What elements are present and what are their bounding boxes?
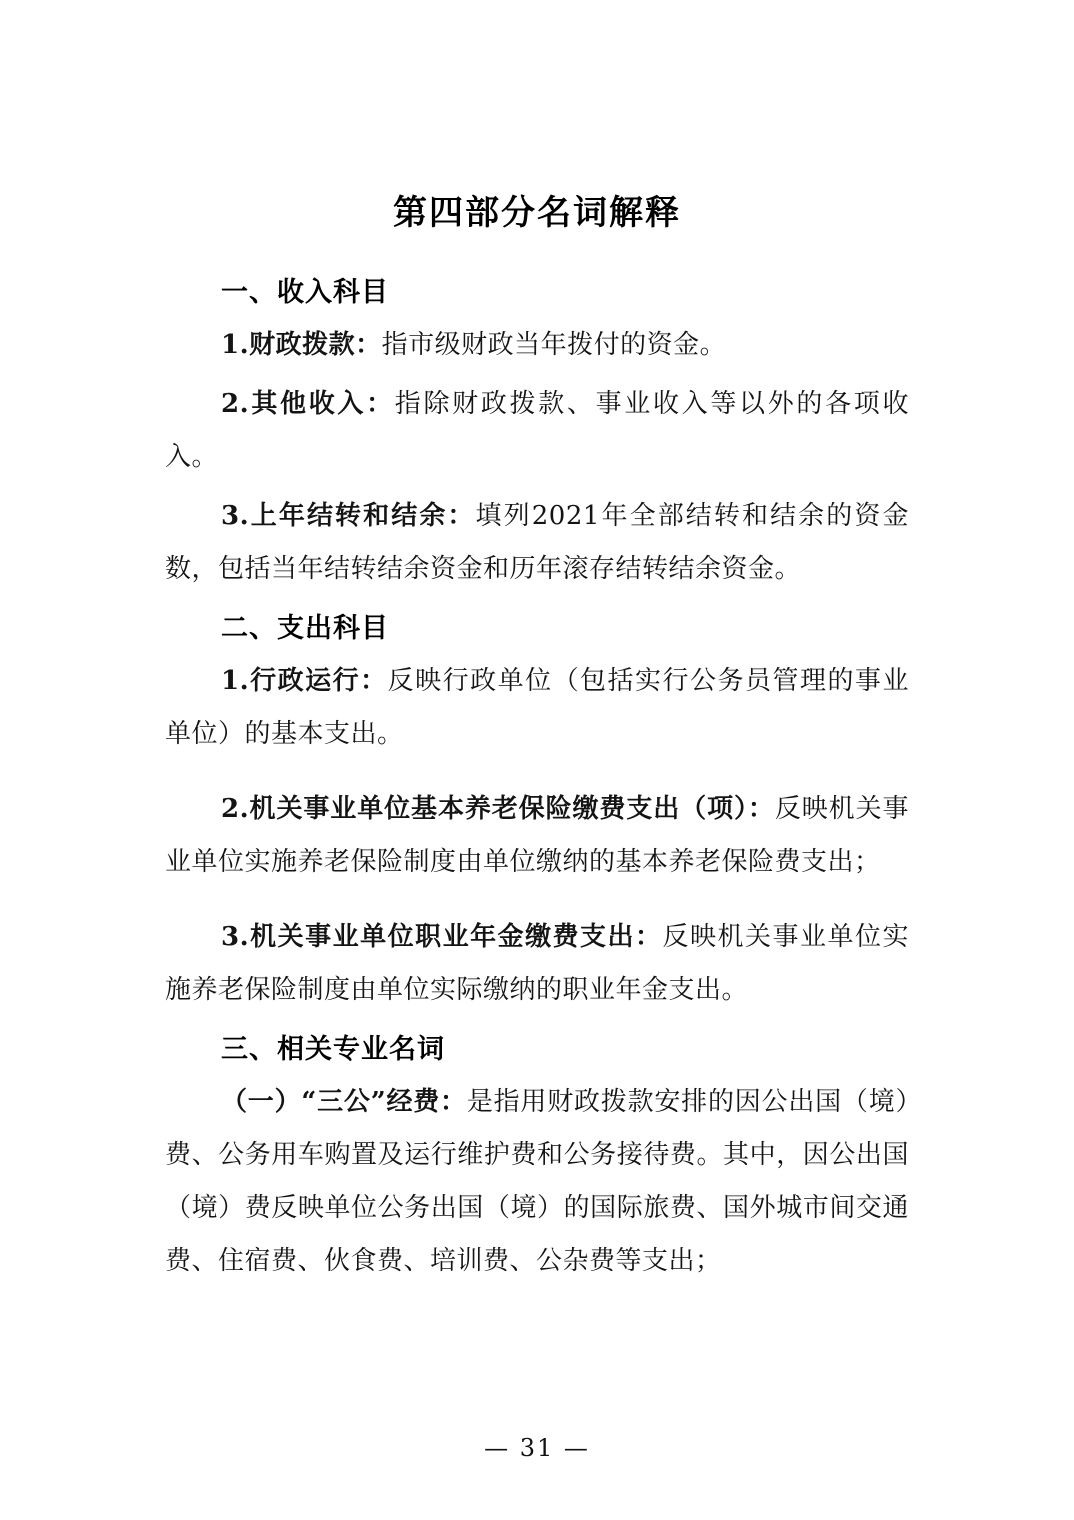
term-text: 是指用财政拨款安排的因公出国（境）费、公务用车购置及运行维护费和公务接待费。其中，因公出国（境）费反映单位公务出国（境）的国际旅费、国外城市间交通费、住宿费、伙食费、培训费、公杂费等支出； xyxy=(165,1087,909,1276)
spacer xyxy=(165,761,909,783)
term-text: 反映机关事业单位实施养老保险制度由单位实际缴纳的职业年金支出。 xyxy=(165,922,909,1005)
spacer xyxy=(165,596,909,606)
term-text: 填列2021年全部结转和结余的资金数，包括当年结转结余资金和历年滚存结转结余资金。 xyxy=(165,501,909,584)
term-label: 1.行政运行： xyxy=(221,666,388,696)
spacer xyxy=(165,1017,909,1027)
paragraph-expenditure-3 xyxy=(165,911,909,1017)
term-label: （一）“三公”经费： xyxy=(221,1087,467,1117)
section-heading-income: 一、收入科目 xyxy=(221,277,389,308)
page-title: 第四部分名词解释 xyxy=(393,193,681,233)
term-label: 3.机关事业单位职业年金缴费支出： xyxy=(221,922,663,952)
term-label: 2.其他收入： xyxy=(221,389,395,419)
spacer xyxy=(165,1066,909,1076)
paragraph-expenditure-1 xyxy=(165,655,909,761)
term-text: 反映行政单位（包括实行公务员管理的事业单位）的基本支出。 xyxy=(165,666,909,749)
paragraph-terms-1 xyxy=(165,1076,909,1288)
spacer xyxy=(165,234,909,270)
term-label: 2.机关事业单位基本养老保险缴费支出（项）： xyxy=(221,794,775,824)
page-number: — 31 — xyxy=(484,1434,590,1462)
paragraph-income-1 xyxy=(165,319,909,372)
term-text: 反映机关事业单位实施养老保险制度由单位缴纳的基本养老保险费支出； xyxy=(165,794,909,877)
section-heading-expenditure: 二、支出科目 xyxy=(221,613,389,644)
section-heading-terms: 三、相关专业名词 xyxy=(221,1034,445,1065)
paragraph-income-3 xyxy=(165,490,909,596)
term-label: 3.上年结转和结余： xyxy=(221,501,476,531)
term-label: 1.财政拨款： xyxy=(221,330,382,360)
spacer xyxy=(165,645,909,655)
paragraph-income-2 xyxy=(165,378,909,484)
paragraph-expenditure-2 xyxy=(165,783,909,889)
spacer xyxy=(165,309,909,319)
spacer xyxy=(165,889,909,911)
term-text: 指市级财政当年拨付的资金。 xyxy=(381,330,727,360)
term-text: 指除财政拨款、事业收入等以外的各项收入。 xyxy=(165,389,909,472)
